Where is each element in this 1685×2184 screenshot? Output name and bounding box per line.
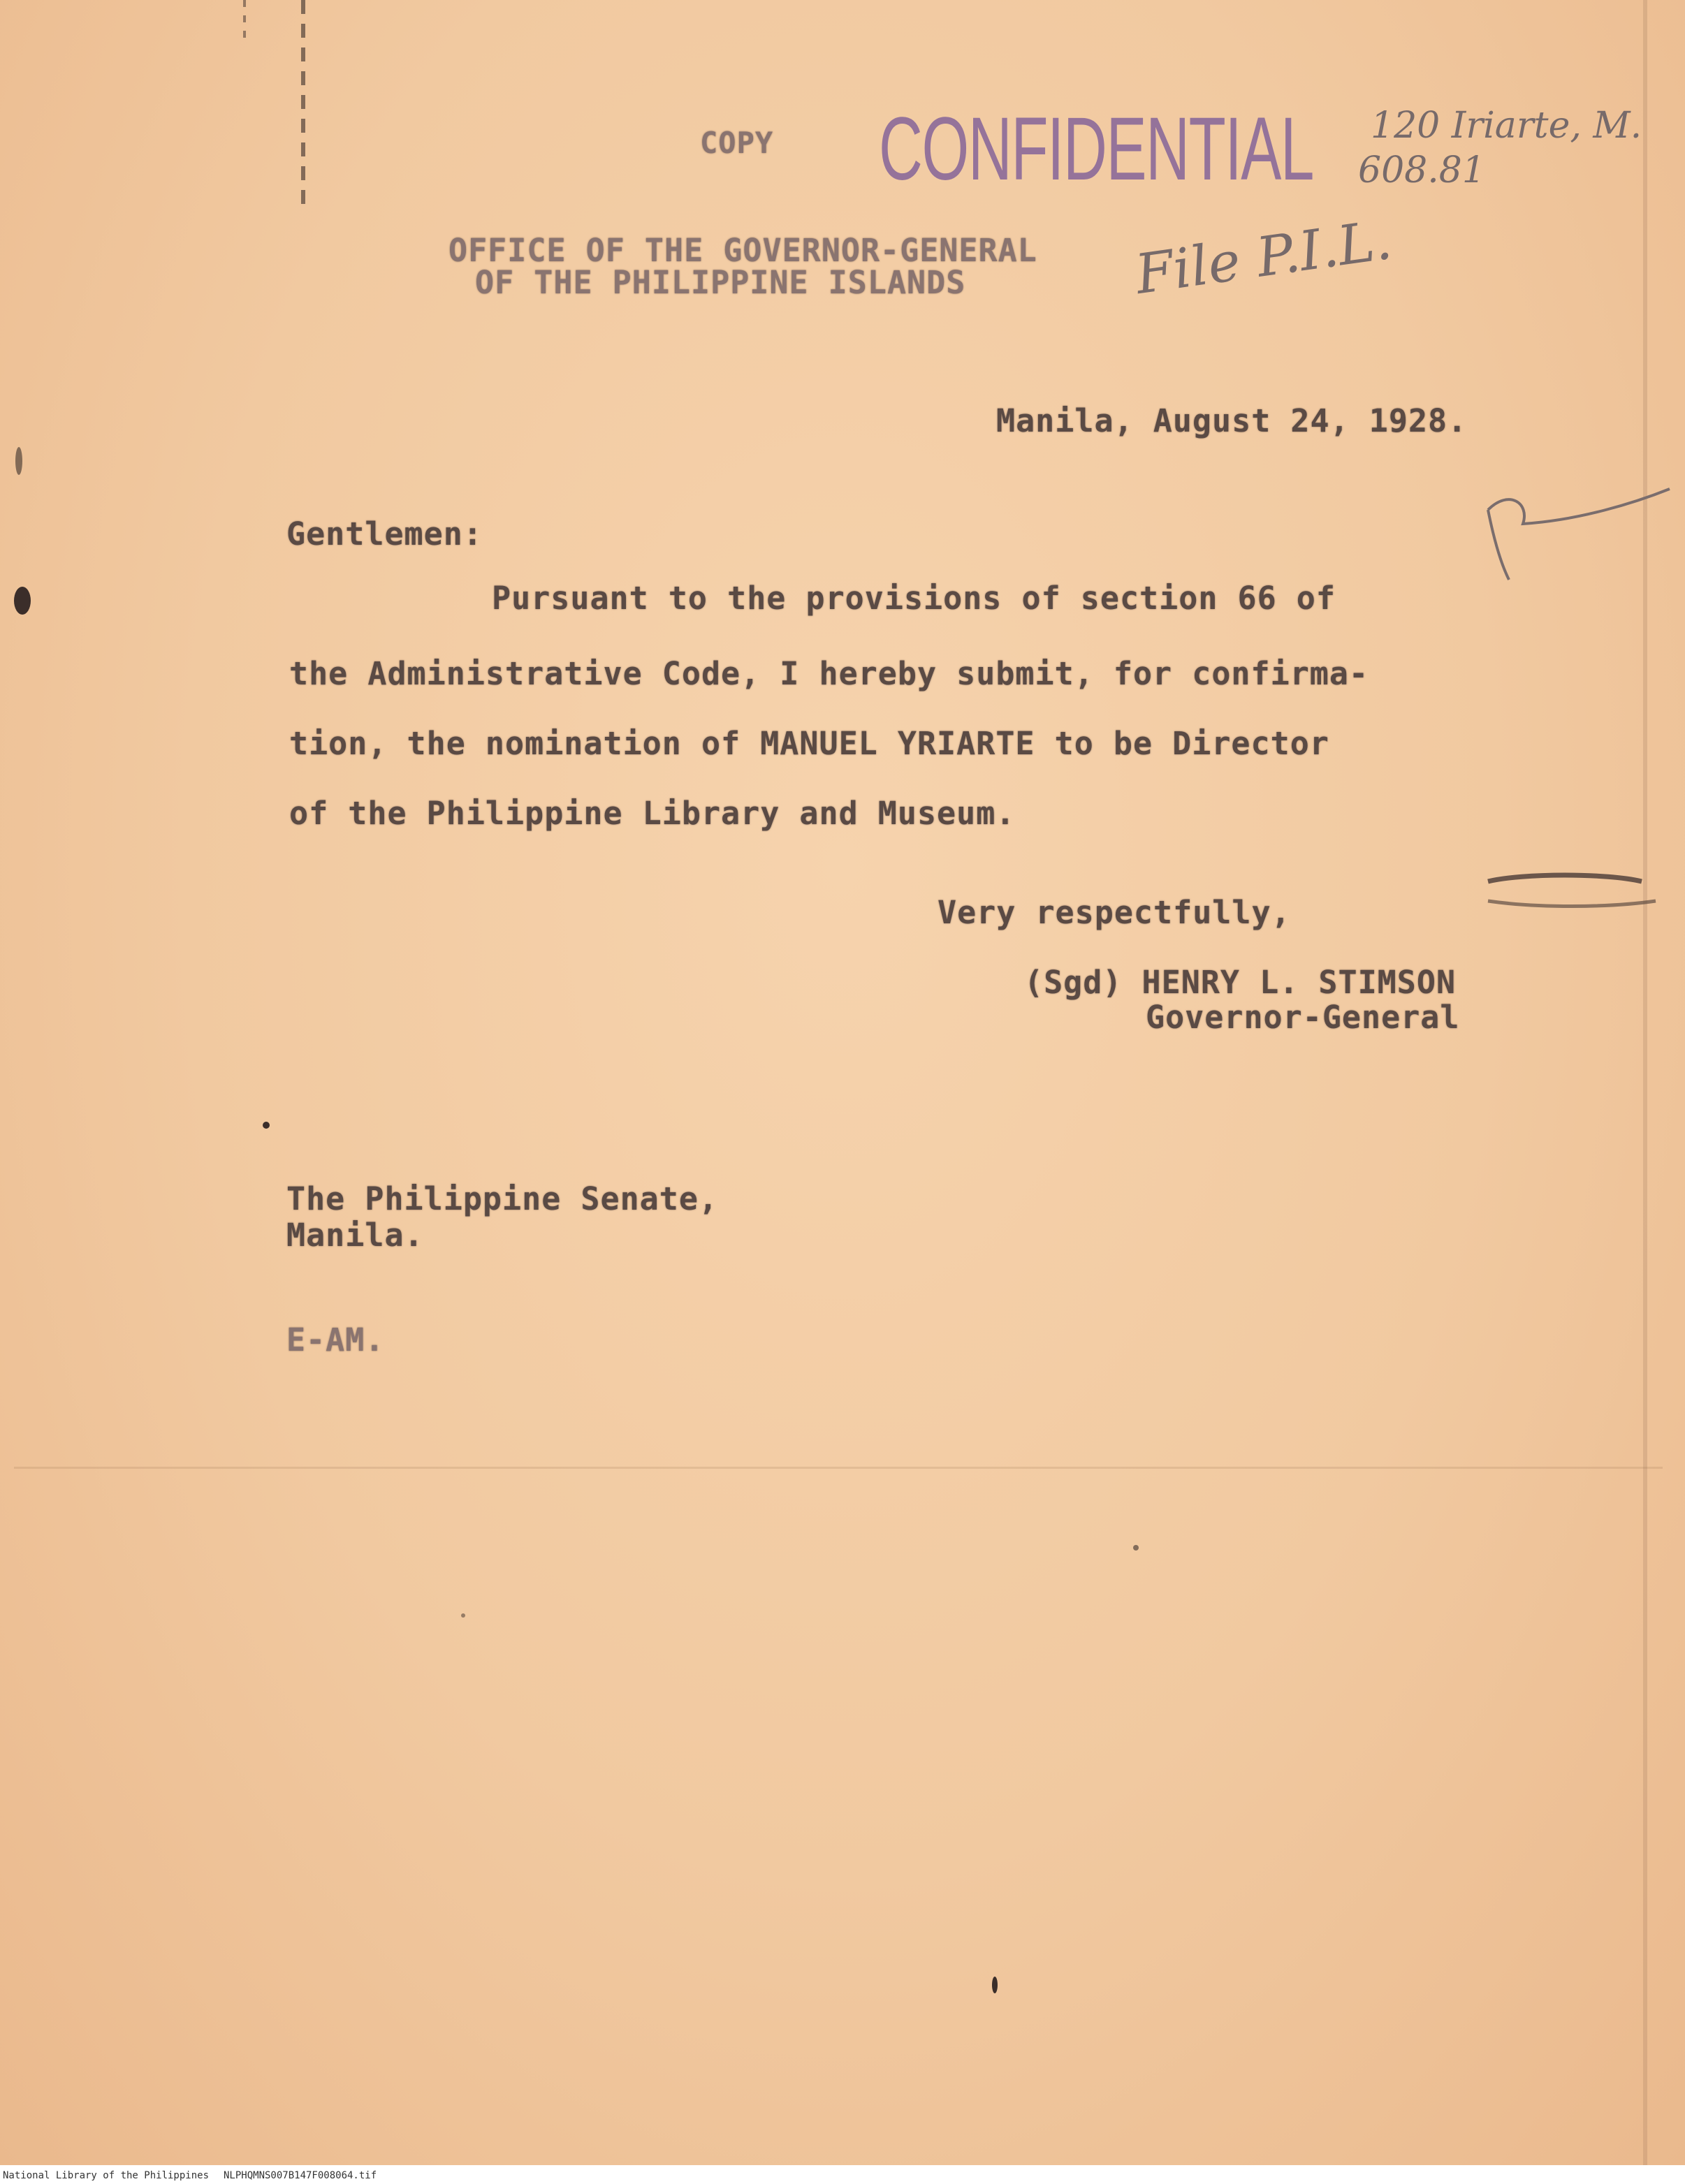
salutation: Gentlemen: — [286, 515, 483, 552]
footer-filename: NLPHQMNS007B147F008064.tif — [224, 2170, 377, 2181]
date-line: Manila, August 24, 1928. — [996, 402, 1468, 439]
address-line-2: Manila. — [286, 1217, 424, 1254]
body-line-1: Pursuant to the provisions of section 66 of — [492, 580, 1336, 617]
copy-label: COPY — [700, 126, 774, 160]
body-line-4: of the Philippine Library and Museum. — [289, 795, 1016, 832]
ink-smudge-line-2 — [1488, 901, 1656, 907]
handwritten-reference-line2: 608.81 — [1358, 149, 1485, 191]
ink-dot-1 — [263, 1122, 270, 1129]
ink-smudge-line-1 — [1488, 875, 1642, 881]
typist-initials: E-AM. — [286, 1321, 385, 1358]
address-line-1: The Philippine Senate, — [286, 1180, 719, 1217]
handwritten-file-note: File P.I.L. — [1132, 208, 1396, 307]
footer-source: National Library of the Philippines — [3, 2170, 210, 2181]
ink-spot-left-upper — [15, 447, 22, 475]
office-line-1: OFFICE OF THE GOVERNOR-GENERAL — [448, 232, 1037, 269]
office-line-2: OF THE PHILIPPINE ISLANDS — [475, 264, 966, 301]
ink-spot-left — [14, 587, 31, 615]
signature-title: Governor-General — [1146, 999, 1460, 1036]
body-line-3: tion, the nomination of MANUEL YRIARTE to be Director — [289, 725, 1329, 762]
handwritten-reference-line1: 120 Iriarte, M. — [1371, 105, 1642, 147]
signature: (Sgd) HENRY L. STIMSON — [1024, 964, 1457, 1001]
handwritten-initial-mark — [1488, 489, 1670, 580]
ink-dot-3 — [992, 1977, 998, 1993]
closing: Very respectfully, — [938, 894, 1291, 931]
confidential-stamp: CONFIDENTIAL — [879, 99, 1314, 199]
ink-dot-4 — [461, 1613, 465, 1618]
ink-dot-2 — [1133, 1545, 1139, 1551]
body-line-2: the Administrative Code, I hereby submit, for confirma- — [289, 655, 1369, 692]
